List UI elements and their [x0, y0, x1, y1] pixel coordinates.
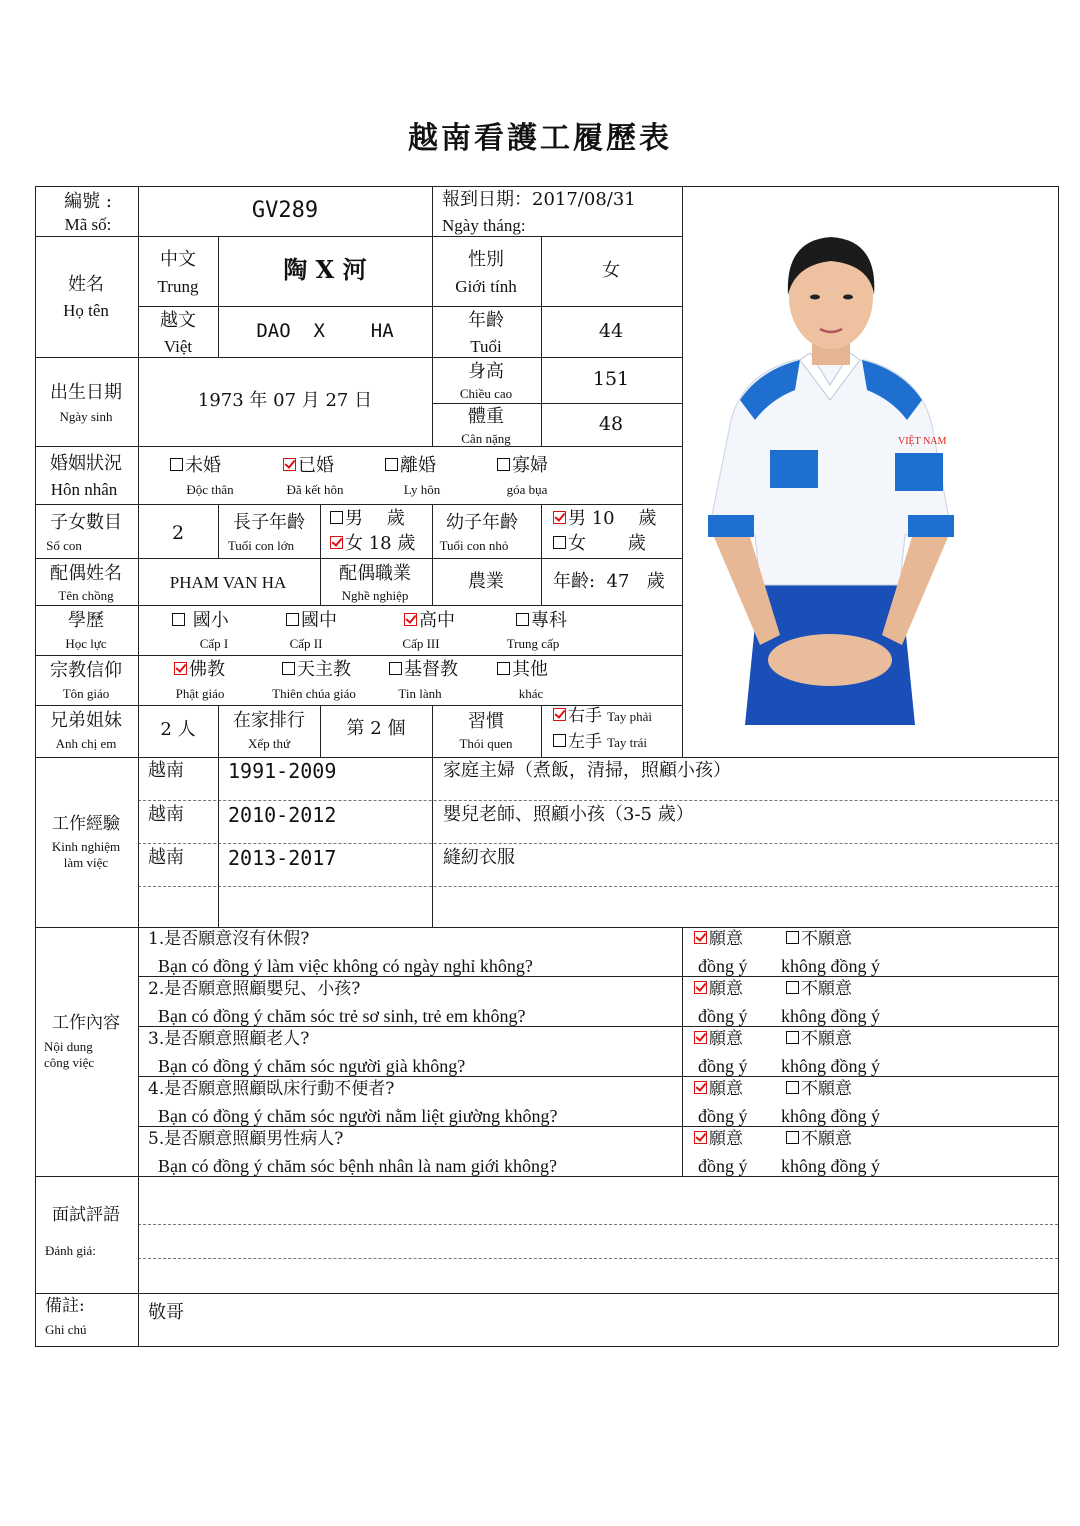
duty-question: 2.是否願意照顧嬰兒、小孩?	[148, 979, 361, 999]
siblings-label-vi: Anh chị em	[55, 736, 117, 751]
spouse-job-value: 農業	[468, 571, 504, 592]
duty-no-option[interactable]: 不願意	[786, 1131, 852, 1148]
work-row-1-desc: 家庭主婦（煮飯，清掃，照顧小孩）	[443, 760, 731, 781]
birth-order-value: 第 2 個	[346, 718, 406, 739]
checked-checkbox-icon[interactable]	[404, 613, 417, 626]
birth-value: 1973 年 07 月 27 日	[197, 390, 373, 411]
duty-yes-option[interactable]: 願意	[694, 1081, 743, 1098]
duty-yes-option[interactable]: 願意	[694, 981, 743, 998]
religion-option-protestant-vi: Tin lành	[398, 686, 442, 701]
work-row-1-country: 越南	[148, 760, 184, 781]
religion-option-buddhism[interactable]: 佛教	[174, 661, 225, 679]
checked-checkbox-icon[interactable]	[694, 931, 707, 944]
marriage-option-divorced-vi: Ly hôn	[403, 482, 441, 497]
marriage-option-divorced[interactable]: 離婚	[385, 457, 436, 475]
duty-no-option[interactable]: 不願意	[786, 1081, 852, 1098]
checkbox-icon[interactable]	[786, 1131, 799, 1144]
name-label: 姓名	[68, 274, 104, 295]
checkbox-icon[interactable]	[553, 734, 566, 747]
checkbox-icon[interactable]	[385, 458, 398, 471]
checkbox-icon[interactable]	[389, 662, 402, 675]
spouse-name-value: PHAM VAN HA	[169, 573, 287, 592]
remarks-label-vi: Ghi chú	[45, 1322, 87, 1337]
checked-checkbox-icon[interactable]	[283, 458, 296, 471]
work-experience-label: 工作經驗	[52, 814, 120, 834]
checked-checkbox-icon[interactable]	[694, 981, 707, 994]
vietnamese-name-label-vi: Việt	[163, 337, 193, 356]
education-option-primary[interactable]: 國小	[172, 612, 229, 630]
duty-yes-label-vi: đồng ý	[698, 1056, 748, 1076]
code-label: 編號 :	[64, 191, 112, 212]
weight-value: 48	[598, 413, 624, 435]
checked-checkbox-icon[interactable]	[694, 1031, 707, 1044]
checkbox-icon[interactable]	[516, 613, 529, 626]
duty-question-vi: Bạn có đồng ý chăm sóc trẻ sơ sinh, trẻ em không?	[158, 1006, 526, 1026]
right-handed[interactable]: 右手 Tay phải	[553, 708, 652, 725]
spouse-job-label: 配偶職業	[339, 563, 411, 584]
youngest-female[interactable]: 女 歲	[553, 535, 646, 553]
habit-label-vi: Thói quen	[459, 736, 513, 751]
left-handed[interactable]: 左手 Tay trái	[553, 734, 647, 751]
eldest-age-label-vi: Tuổi con lớn	[227, 538, 295, 553]
education-option-high-vi: Cấp III	[402, 636, 440, 651]
evaluation-label: 面試評語	[52, 1205, 120, 1225]
vietnamese-name-value: DAO X HA	[256, 320, 394, 342]
education-option-middle-vi: Cấp II	[289, 636, 323, 651]
birth-label: 出生日期	[50, 382, 122, 403]
checkbox-icon[interactable]	[786, 931, 799, 944]
duty-question-vi: Bạn có đồng ý làm việc không có ngày nghỉ không?	[158, 956, 533, 976]
spouse-job-label-vi: Nghề nghiệp	[341, 588, 409, 603]
marriage-option-single[interactable]: 未婚	[170, 457, 221, 475]
vietnamese-name-label: 越文	[160, 310, 196, 331]
birth-label-vi: Ngày sinh	[59, 409, 113, 424]
page-title: 越南看護工履歷表	[408, 121, 672, 156]
education-option-middle[interactable]: 國中	[286, 612, 337, 630]
checked-checkbox-icon[interactable]	[694, 1131, 707, 1144]
work-experience-label-vi-1: Kinh nghiệm	[51, 839, 121, 854]
checkbox-icon[interactable]	[553, 536, 566, 549]
chinese-name-label: 中文	[160, 249, 196, 270]
duty-yes-label-vi: đồng ý	[698, 1106, 748, 1126]
duty-yes-option[interactable]: 願意	[694, 1031, 743, 1048]
education-option-vocational-vi: Trung cấp	[506, 636, 560, 651]
birth-order-label: 在家排行	[233, 710, 305, 731]
work-row-2-years: 2010-2012	[228, 803, 337, 827]
duty-yes-label-vi: đồng ý	[698, 956, 748, 976]
spouse-name-label: 配偶姓名	[50, 563, 122, 584]
siblings-label: 兄弟姐妹	[50, 710, 122, 731]
youngest-age-label: 幼子年齡	[446, 512, 518, 533]
duty-no-option[interactable]: 不願意	[786, 931, 852, 948]
habit-label: 習慣	[468, 711, 504, 732]
youngest-age-label-vi: Tuổi con nhỏ	[439, 538, 509, 553]
education-option-high[interactable]: 高中	[404, 612, 455, 630]
education-option-vocational[interactable]: 專科	[516, 612, 567, 630]
duty-question-vi: Bạn có đồng ý chăm sóc người già không?	[158, 1056, 466, 1076]
checkbox-icon[interactable]	[286, 613, 299, 626]
work-row-3-country: 越南	[148, 847, 184, 868]
eldest-female[interactable]: 女 18 歲	[330, 535, 415, 553]
birth-order-label-vi: Xếp thứ	[247, 736, 291, 751]
spouse-age: 年齡: 47 歲	[553, 571, 665, 592]
name-label-vi: Họ tên	[63, 301, 109, 320]
work-row-2-country: 越南	[148, 804, 184, 825]
marriage-option-widow[interactable]: 寡婦	[497, 457, 548, 475]
remarks-label: 備註:	[45, 1296, 85, 1316]
age-label: 年齡	[468, 310, 504, 331]
checked-checkbox-icon[interactable]	[174, 662, 187, 675]
siblings-count: 2 人	[160, 719, 196, 740]
duty-yes-label-vi: đồng ý	[698, 1156, 748, 1176]
marriage-label: 婚姻狀況	[50, 453, 122, 474]
checked-checkbox-icon[interactable]	[553, 708, 566, 721]
education-label: 學歷	[68, 610, 104, 631]
marriage-option-single-vi: Độc thân	[186, 482, 234, 497]
checkbox-icon[interactable]	[786, 1081, 799, 1094]
gender-label-vi: Giới tính	[455, 277, 517, 296]
duty-no-label-vi: không đồng ý	[781, 1056, 880, 1076]
marriage-option-married[interactable]: 已婚	[283, 457, 334, 475]
checkbox-icon[interactable]	[170, 458, 183, 471]
duty-question-vi: Bạn có đồng ý chăm sóc người nằm liệt giường không?	[158, 1106, 558, 1126]
applicant-portrait-icon	[700, 225, 960, 730]
checkbox-icon[interactable]	[497, 458, 510, 471]
shirt-logo-text: VIỆT NAM	[898, 436, 947, 447]
work-experience-label-vi-2: làm việc	[63, 855, 109, 870]
evaluation-field[interactable]	[140, 1178, 1056, 1291]
religion-option-buddhism-vi: Phật giáo	[175, 686, 225, 701]
religion-option-other-vi: khác	[518, 686, 544, 701]
report-date: 報到日期：2017/08/31	[442, 189, 636, 210]
youngest-male[interactable]: 男 10 歲	[553, 510, 656, 528]
duties-label-vi-2: công việc	[44, 1055, 95, 1070]
children-count: 2	[171, 522, 185, 544]
religion-option-other[interactable]: 其他	[497, 661, 548, 679]
remarks-value: 敬哥	[148, 1302, 184, 1323]
duty-no-option[interactable]: 不願意	[786, 1031, 852, 1048]
work-row-3-desc: 縫紉衣服	[443, 847, 515, 868]
duty-question: 5.是否願意照顧男性病人?	[148, 1129, 344, 1149]
checkbox-icon[interactable]	[786, 1031, 799, 1044]
marriage-label-vi: Hôn nhân	[50, 480, 118, 499]
education-label-vi: Học lực	[65, 636, 107, 651]
age-label-vi: Tuổi	[470, 337, 502, 356]
evaluation-label-vi: Đánh giá:	[45, 1243, 96, 1258]
age-value: 44	[598, 320, 624, 342]
children-label-vi: Số con	[46, 538, 82, 553]
duty-question: 4.是否願意照顧臥床行動不便者?	[148, 1079, 395, 1099]
spouse-name-label-vi: Tên chồng	[58, 588, 114, 603]
duty-yes-option[interactable]: 願意	[694, 1131, 743, 1148]
checkbox-icon[interactable]	[497, 662, 510, 675]
work-row-2-desc: 嬰兒老師、照顧小孩（3-5 歲）	[443, 804, 694, 825]
height-value: 151	[592, 368, 630, 390]
duty-no-label-vi: không đồng ý	[781, 1006, 880, 1026]
duty-question: 1.是否願意沒有休假?	[148, 929, 310, 949]
duties-label-vi-1: Nội dung	[44, 1039, 93, 1054]
duty-yes-label-vi: đồng ý	[698, 1006, 748, 1026]
checked-checkbox-icon[interactable]	[553, 511, 566, 524]
code-label-vi: Mã số:	[64, 215, 112, 234]
marriage-option-widow-vi: góa bụa	[506, 482, 548, 497]
duty-no-label-vi: không đồng ý	[781, 1156, 880, 1176]
checkbox-icon[interactable]	[330, 511, 343, 524]
work-row-3-years: 2013-2017	[228, 846, 337, 870]
weight-label: 體重	[468, 406, 504, 427]
checked-checkbox-icon[interactable]	[330, 536, 343, 549]
height-label-vi: Chiều cao	[459, 386, 513, 401]
chinese-name-label-vi: Trung	[157, 277, 199, 296]
chinese-name-value: 陶 X 河	[283, 255, 367, 284]
gender-value: 女	[602, 260, 620, 281]
height-label: 身高	[468, 361, 504, 382]
duty-no-label-vi: không đồng ý	[781, 956, 880, 976]
checkbox-icon[interactable]	[172, 613, 185, 626]
religion-label: 宗教信仰	[50, 660, 122, 681]
duty-question-vi: Bạn có đồng ý chăm sóc bệnh nhân là nam giới không?	[158, 1156, 557, 1176]
religion-option-catholic-vi: Thiên chúa giáo	[272, 686, 356, 701]
code-value: GV289	[251, 198, 319, 223]
duty-yes-option[interactable]: 願意	[694, 931, 743, 948]
duty-no-label-vi: không đồng ý	[781, 1106, 880, 1126]
religion-option-protestant[interactable]: 基督教	[389, 661, 458, 679]
work-row-1-years: 1991-2009	[228, 759, 337, 783]
gender-label: 性別	[468, 249, 504, 270]
checked-checkbox-icon[interactable]	[694, 1081, 707, 1094]
eldest-age-label: 長子年齡	[233, 512, 305, 533]
eldest-male[interactable]: 男 歲	[330, 510, 405, 528]
religion-label-vi: Tôn giáo	[62, 686, 110, 701]
applicant-photo	[700, 225, 960, 730]
duty-no-option[interactable]: 不願意	[786, 981, 852, 998]
duty-question: 3.是否願意照顧老人?	[148, 1029, 310, 1049]
checkbox-icon[interactable]	[786, 981, 799, 994]
religion-option-catholic[interactable]: 天主教	[282, 661, 351, 679]
marriage-option-married-vi: Đã kết hôn	[286, 482, 344, 497]
children-label: 子女數目	[50, 512, 122, 533]
report-date-label-vi: Ngày tháng:	[442, 216, 526, 235]
education-option-primary-vi: Cấp I	[199, 636, 229, 651]
duties-label: 工作內容	[52, 1013, 120, 1033]
checkbox-icon[interactable]	[282, 662, 295, 675]
weight-label-vi: Cân nặng	[461, 431, 511, 446]
